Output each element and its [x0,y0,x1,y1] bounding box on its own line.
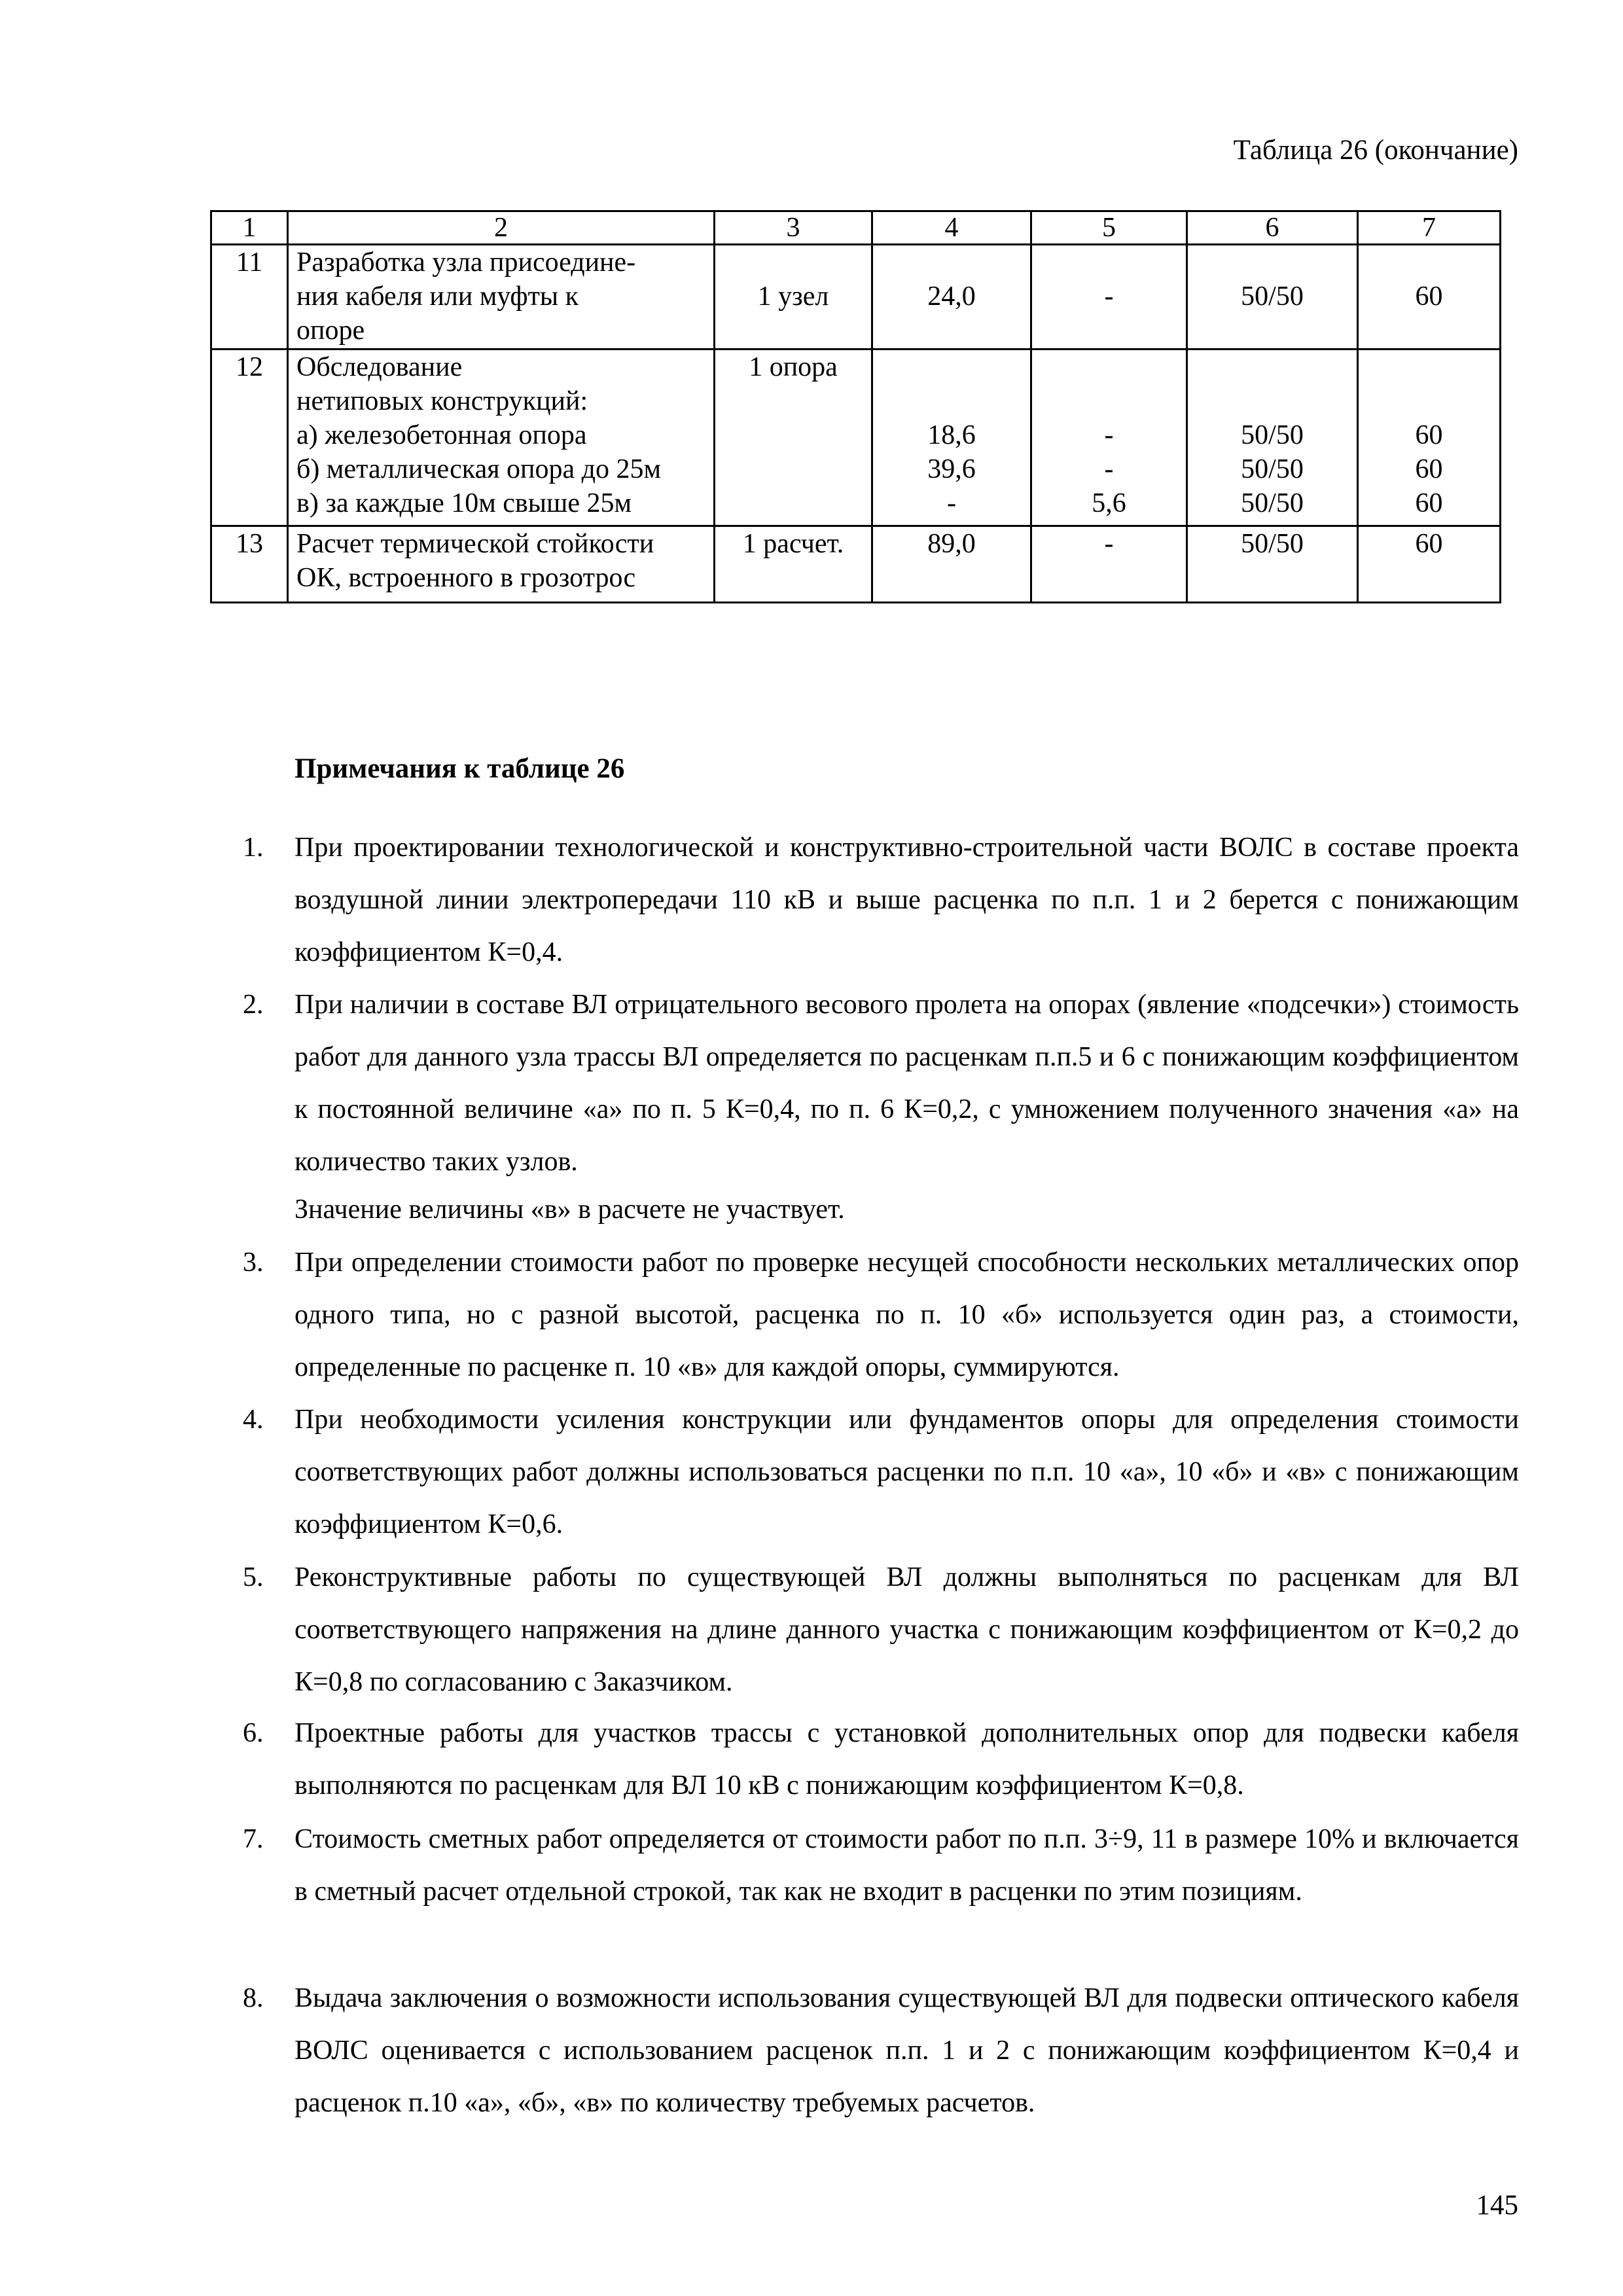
cell-line: - [1104,454,1114,484]
cell-line [1040,561,1178,595]
cell-line [1366,314,1491,348]
table-header-row [211,211,1501,245]
cell-line: 50/50 [1241,529,1304,559]
cell-line [723,418,863,452]
note-item [243,1183,1519,1236]
cell-line: 1 расчет. [742,529,844,559]
cell-c6 [1187,245,1358,350]
cell-unit [715,526,872,603]
note-text: При проектировании технологической и конструктивно-строительной части ВОЛС в составе проекта воздушной линии электропередачи 110 кВ и выше расценка по п.п. 1 и 2 берется с понижающим коэффициентом К=0,4. [294,833,1519,967]
cell-line [1196,561,1349,595]
note-text: Значение величины «в» в расчете не участвует. [294,1194,845,1225]
note-item [243,1972,1519,2129]
note-text: Стоимость сметных работ определяется от стоимости работ по п.п. 3÷9, 11 в размере 10% и включается в сметный расчет отдельной строкой, так как не входит в расценки по этим позициям. [294,1824,1519,1907]
table-caption: Таблица 26 (окончание) [1233,135,1518,166]
cell-line: ОК, встроенного в грозотрос [296,563,636,593]
note-item [243,821,1519,978]
cell-c6 [1187,350,1358,526]
cell-line [723,384,863,418]
note-item [243,1813,1519,1918]
page-number: 145 [1476,2190,1518,2221]
header-cell: 3 [715,211,872,245]
cell-line: 5,6 [1092,488,1126,518]
header-cell: 7 [1358,211,1501,245]
cell-line: 24,0 [927,281,976,312]
note-text: Выдача заключения о возможности использования существующей ВЛ для подвески оптического кабеля ВОЛС оценивается с использованием расценок п.п. 1 и 2 с понижающим коэффициентом К=0,4 и расценок п.10 «а», «б», «в» по количеству требуемых расчетов. [294,1983,1519,2118]
cell-c4 [872,245,1031,350]
cell-line: 50/50 [1241,488,1304,518]
cell-line [1366,245,1491,279]
cell-no: 11 [211,245,288,350]
cell-line [881,561,1022,595]
cell-line: ния кабеля или муфты к [296,281,579,312]
cell-line [723,486,863,520]
note-number: 1. [243,833,264,863]
cell-line: 50/50 [1241,420,1304,450]
note-item [243,978,1519,1188]
cell-line: - [1104,420,1114,450]
note-item [243,1707,1519,1812]
cell-line [723,561,863,595]
table-row [211,350,1501,526]
cell-name [288,526,715,603]
cell-line: 60 [1415,488,1443,518]
cell-line: Обследование [296,352,463,382]
note-item [243,1393,1519,1551]
cell-line [1196,314,1349,348]
cell-c5 [1031,350,1187,526]
cell-line [1196,350,1349,384]
header-cell: 2 [288,211,715,245]
cell-line: 60 [1415,420,1443,450]
cell-line: Разработка узла присоедине- [296,247,636,278]
table-row [211,245,1501,350]
cell-c5 [1031,526,1187,603]
cell-line [881,384,1022,418]
cell-name [288,245,715,350]
cell-line [723,245,863,279]
cell-name [288,350,715,526]
cell-c6 [1187,526,1358,603]
note-text: При определении стоимости работ по проверке несущей способности нескольких металлических опор одного типа, но с разной высотой, расценка по п. 10 «б» используется один раз, а стоимости, определенные по расценке п. 10 «в» для каждой опоры, суммируются. [294,1247,1519,1382]
cell-line: 89,0 [927,529,976,559]
cell-line [723,314,863,348]
cell-line: а) железобетонная опора [296,420,587,450]
cell-no: 13 [211,526,288,603]
cell-line: 60 [1415,529,1443,559]
cell-line [1366,561,1491,595]
cell-line: - [947,488,956,518]
cell-line: - [1104,529,1114,559]
cell-c4 [872,350,1031,526]
note-text: При необходимости усиления конструкции или фундаментов опоры для определения стоимости соответствующих работ должны использоваться расценки по п.п. 10 «а», 10 «б» и «в» с понижающим коэффициентом К=0,6. [294,1405,1519,1539]
note-item [243,1551,1519,1708]
cell-line: 60 [1415,454,1443,484]
cell-line [881,350,1022,384]
cell-line [1040,314,1178,348]
cell-line [1040,245,1178,279]
cell-line: б) металлическая опора до 25м [296,454,662,484]
header-cell: 6 [1187,211,1358,245]
cell-line [1366,350,1491,384]
table-row [211,526,1501,603]
cell-line [1040,350,1178,384]
cell-line: 39,6 [927,454,976,484]
cell-line: 60 [1415,281,1443,312]
cell-line: 18,6 [927,420,976,450]
note-number: 2. [243,990,264,1020]
header-cell: 1 [211,211,288,245]
cell-c7 [1358,526,1501,603]
note-number: 8. [243,1983,264,2013]
cell-c5 [1031,245,1187,350]
note-number: 5. [243,1562,264,1592]
note-number: 3. [243,1247,264,1278]
header-cell: 4 [872,211,1031,245]
cell-c4 [872,526,1031,603]
cell-line [1366,384,1491,418]
cell-unit [715,350,872,526]
cell-line: 1 узел [757,281,829,312]
cell-line: в) за каждые 10м свыше 25м [296,488,632,518]
rates-table [210,210,1501,603]
cell-line [881,314,1022,348]
cell-line: - [1104,281,1114,312]
cell-line [881,245,1022,279]
cell-line: 50/50 [1241,454,1304,484]
cell-no: 12 [211,350,288,526]
note-item [243,1236,1519,1393]
note-number: 4. [243,1405,264,1435]
note-number: 7. [243,1824,264,1854]
header-cell: 5 [1031,211,1187,245]
cell-line: опоре [296,315,365,346]
note-text: Реконструктивные работы по существующей ВЛ должны выполняться по расценкам для ВЛ соответствующего напряжения на длине данного участка с понижающим коэффициентом от К=0,2 до К=0,8 по согласованию с Заказчиком. [294,1562,1519,1697]
cell-c7 [1358,245,1501,350]
cell-c7 [1358,350,1501,526]
note-text: При наличии в составе ВЛ отрицательного весового пролета на опорах (явление «подсечки») стоимость работ для данного узла трассы ВЛ определяется по расценкам п.п.5 и 6 с понижающим коэффициентом к постоянной величине «а» по п. 5 К=0,4, по п. 6 К=0,2, с умножением полученного значения «а» на количество таких узлов. [294,990,1519,1177]
cell-line: нетиповых конструкций: [296,386,588,416]
cell-line [1196,384,1349,418]
cell-line [1196,245,1349,279]
notes-heading: Примечания к таблице 26 [294,753,625,784]
cell-line: 50/50 [1241,281,1304,312]
note-text: Проектные работы для участков трассы с установкой дополнительных опор для подвески кабеля выполняются по расценкам для ВЛ 10 кВ с понижающим коэффициентом К=0,8. [294,1718,1519,1801]
cell-unit [715,245,872,350]
cell-line: 1 опора [749,352,838,382]
note-number: 6. [243,1718,264,1748]
cell-line [1040,384,1178,418]
cell-line: Расчет термической стойкости [296,529,654,559]
cell-line [723,452,863,486]
